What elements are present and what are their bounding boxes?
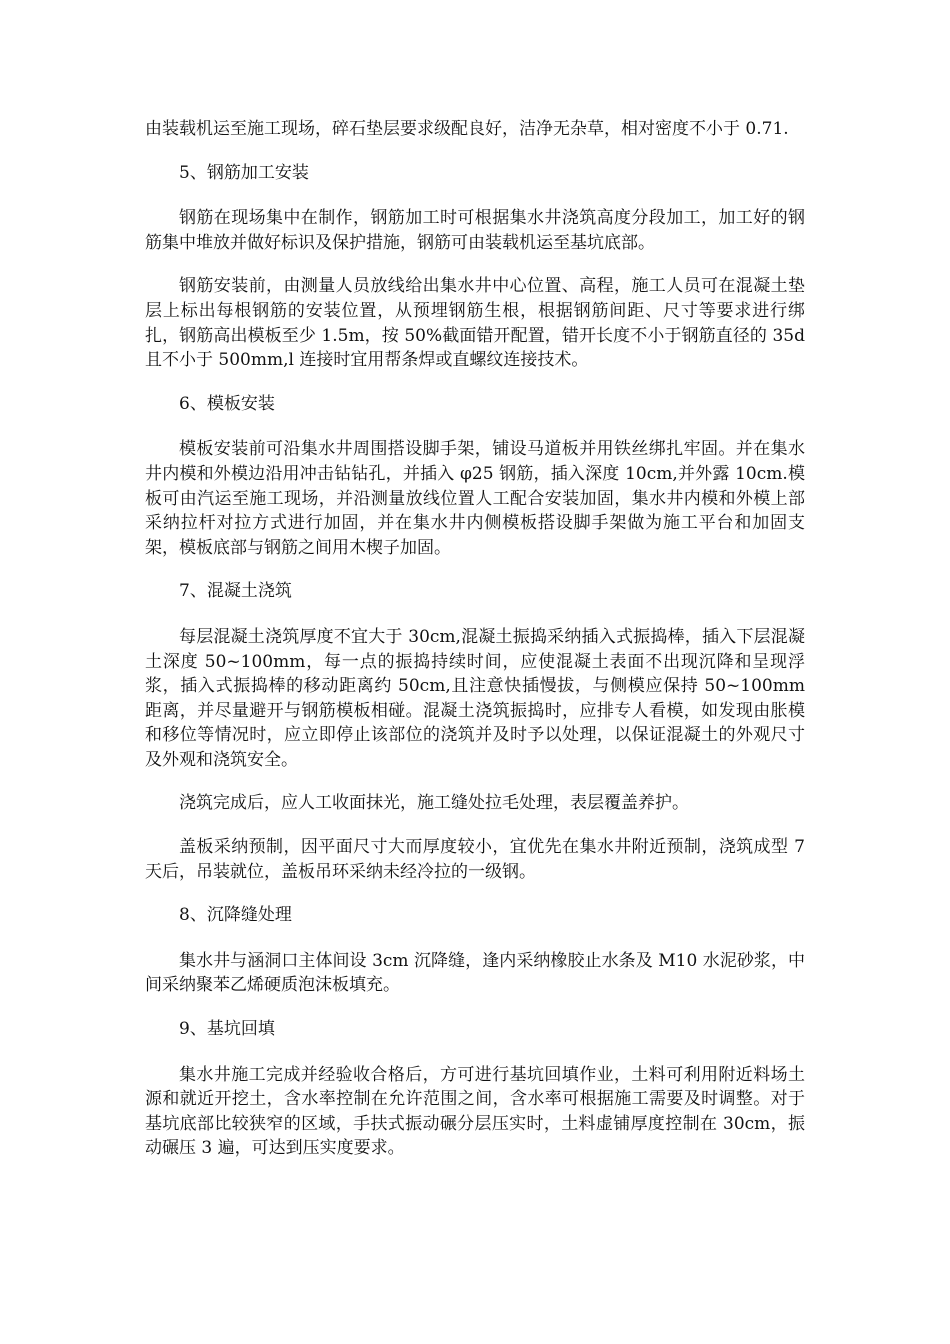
paragraph-backfill: 集水井施工完成并经验收合格后，方可进行基坑回填作业，土料可利用附近料场土源和就近开挖土，含水率控制在允许范围之间，含水率可根据施工需要及时调整。对于基坑底部比较狭窄的区域，手扶式振动碾分层压实时，土料虚铺厚度控制在 30cm，振动碾压 3 遍，可达到压实度要求。 xyxy=(145,1064,805,1159)
section-heading-rebar: 5、钢筋加工安装 xyxy=(179,162,309,183)
paragraph-formwork: 模板安装前可沿集水井周围搭设脚手架，铺设马道板并用铁丝绑扎牢固。并在集水井内模和外模边沿用冲击钻钻孔，并插入 φ25 钢筋，插入深度 10cm,并外露 10cm.模板可由汽运至施工现场，并沿测量放线位置人工配合安装加固，集水井内模和外模上部采纳拉杆对拉方式进行加固，并在集水井内侧模板搭设脚手架做为施工平台和加固支架，模板底部与钢筋之间用木楔子加固。 xyxy=(145,439,805,558)
document-body xyxy=(145,117,805,1180)
section-heading-backfill: 9、基坑回填 xyxy=(179,1019,275,1040)
paragraph-continuation: 由装载机运至施工现场，碎石垫层要求级配良好，洁净无杂草，相对密度不小于 0.71. xyxy=(145,119,789,139)
paragraph-rebar-installation: 钢筋安装前，由测量人员放线给出集水井中心位置、高程，施工人员可在混凝土垫层上标出每根钢筋的安装位置，从预埋钢筋生根，根据钢筋间距、尺寸等要求进行绑扎，钢筋高出模板至少 1.5m，按 50%截面错开配置，错开长度不小于钢筋直径的 35d 且不小于 500mm,l 连接时宜用帮条焊或直螺纹连接技术。 xyxy=(145,276,805,371)
section-heading-concrete: 7、混凝土浇筑 xyxy=(179,581,292,602)
paragraph-settlement-joint: 集水井与涵洞口主体间设 3cm 沉降缝，逢内采纳橡胶止水条及 M10 水泥砂浆，中间采纳聚苯乙烯硬质泡沫板填充。 xyxy=(145,950,805,996)
paragraph-concrete-pouring: 每层混凝土浇筑厚度不宜大于 30cm,混凝土振捣采纳插入式振捣棒，插入下层混凝土深度 50~100mm，每一点的振捣持续时间，应使混凝土表面不出现沉降和呈现浮浆，插入式振捣棒的移动距离约 50cm,且注意快插慢拔，与侧模应保持 50~100mm 距离，并尽量避开与钢筋模板相碰。混凝土浇筑振捣时，应排专人看模，如发现由胀模和移位等情况时，应立即停止该部位的浇筑并及时予以处理，以保证混凝土的外观尺寸及外观和浇筑安全。 xyxy=(145,626,805,770)
paragraph-rebar-processing: 钢筋在现场集中在制作，钢筋加工时可根据集水井浇筑高度分段加工，加工好的钢筋集中堆放并做好标识及保护措施，钢筋可由装载机运至基坑底部。 xyxy=(145,208,805,253)
section-heading-formwork: 6、模板安装 xyxy=(179,393,275,414)
section-heading-settlement-joint: 8、沉降缝处理 xyxy=(179,905,292,926)
paragraph-curing: 浇筑完成后，应人工收面抹光，施工缝处拉毛处理，表层覆盖养护。 xyxy=(179,793,689,814)
paragraph-cover-plate: 盖板采纳预制，因平面尺寸大而厚度较小，宜优先在集水井附近预制，浇筑成型 7 天后，吊装就位，盖板吊环采纳未经冷拉的一级钢。 xyxy=(145,837,805,882)
